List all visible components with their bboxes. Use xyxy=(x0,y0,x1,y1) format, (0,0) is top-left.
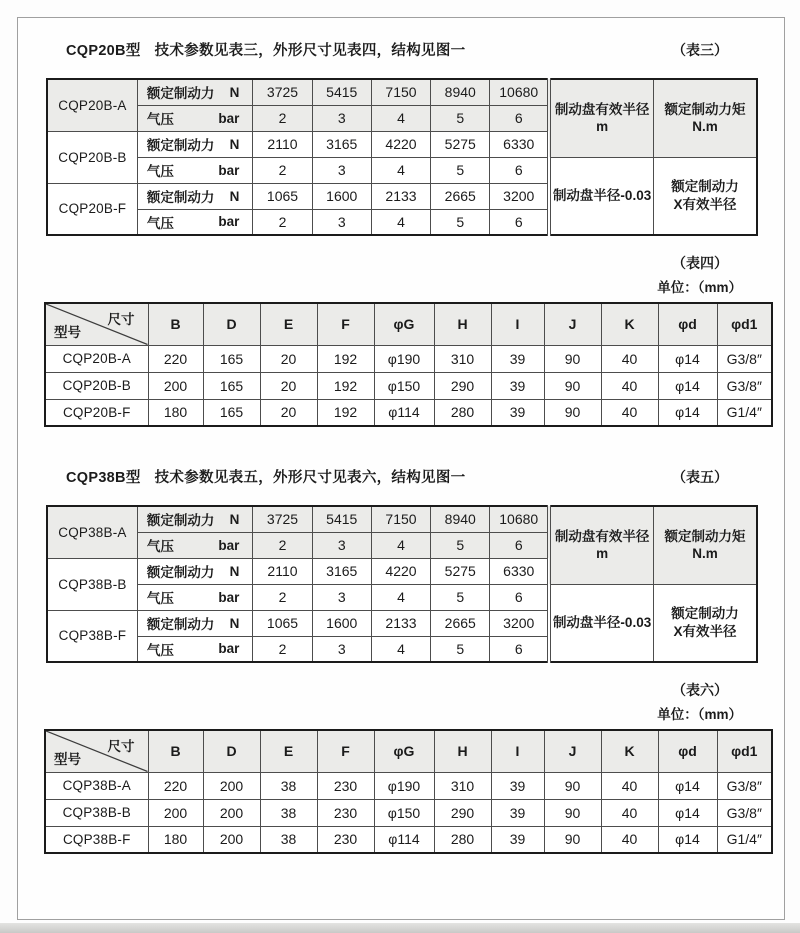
params-table xyxy=(46,78,758,236)
dims-value-cell: 310 xyxy=(434,772,491,799)
model-cell: CQP38B-B xyxy=(47,558,137,610)
dims-value-cell: 38 xyxy=(260,799,317,826)
model-type-label: CQP20B型 xyxy=(66,43,141,59)
dims-value-cell: 40 xyxy=(601,399,658,426)
dims-table-container xyxy=(44,729,784,854)
section-heading-row xyxy=(46,39,758,60)
param-label-name: 额定制动力 xyxy=(146,565,215,580)
param-label xyxy=(138,639,252,659)
force-value-cell: 6330 xyxy=(490,558,549,584)
dims-value-cell: 230 xyxy=(317,826,374,853)
param-label-unit: bar xyxy=(218,162,240,178)
dims-value-cell: 165 xyxy=(203,345,260,372)
param-label xyxy=(138,212,252,232)
param-label-name: 额定制动力 xyxy=(146,617,215,632)
pressure-value-cell: 4 xyxy=(371,532,430,558)
force-value-cell: 10680 xyxy=(490,79,549,105)
param-label-unit: bar xyxy=(218,537,240,553)
dims-model-cell: CQP20B-F xyxy=(45,399,148,426)
pressure-value-cell: 6 xyxy=(490,636,549,662)
dims-header-cell: E xyxy=(260,303,317,345)
dims-model-cell: CQP38B-F xyxy=(45,826,148,853)
heading-description: 技术参数见表三，外形尺寸见表四，结构见图一 xyxy=(154,43,466,59)
dims-value-cell: φ14 xyxy=(658,772,717,799)
force-value-cell: 3165 xyxy=(312,558,371,584)
force-value-cell: 1600 xyxy=(312,610,371,636)
pressure-value-cell: 2 xyxy=(253,209,312,235)
param-row xyxy=(47,79,757,105)
param-label xyxy=(138,509,252,529)
param-label-unit: bar xyxy=(218,641,240,657)
dims-value-cell: 39 xyxy=(491,399,544,426)
page-border-frame xyxy=(17,17,785,920)
dims-value-cell: G3/8″ xyxy=(717,772,772,799)
param-label xyxy=(138,134,252,154)
dims-value-cell: 280 xyxy=(434,826,491,853)
dims-header-cell: J xyxy=(544,730,601,772)
param-label-cell xyxy=(137,183,252,209)
dims-value-cell: 90 xyxy=(544,772,601,799)
force-value-cell: 1065 xyxy=(253,610,312,636)
param-label xyxy=(138,82,252,102)
force-value-cell: 6330 xyxy=(490,131,549,157)
param-label-name: 额定制动力 xyxy=(146,138,215,153)
dims-value-cell: 40 xyxy=(601,345,658,372)
param-label xyxy=(138,108,252,128)
dims-header-cell: H xyxy=(434,303,491,345)
force-value-cell: 3200 xyxy=(490,610,549,636)
dims-header-cell: D xyxy=(203,730,260,772)
corner-cell xyxy=(45,303,148,345)
param-label xyxy=(138,535,252,555)
param-label-name: 额定制动力 xyxy=(146,513,215,529)
pressure-value-cell: 3 xyxy=(312,636,371,662)
force-value-cell: 3725 xyxy=(253,79,312,105)
dims-header-cell: φd xyxy=(658,730,717,772)
params-table-container xyxy=(46,505,784,663)
pressure-value-cell: 6 xyxy=(490,532,549,558)
dims-value-cell: 90 xyxy=(544,372,601,399)
right-value-cell: 制动盘半径-0.03 xyxy=(549,584,653,662)
corner-label-size: 尺寸 xyxy=(107,739,135,754)
param-label-unit: N xyxy=(229,136,240,152)
dims-value-cell: 290 xyxy=(434,372,491,399)
dims-value-cell: φ114 xyxy=(374,826,434,853)
param-row xyxy=(47,584,757,610)
dims-table xyxy=(44,302,773,427)
section-heading xyxy=(66,39,465,60)
unit-label: 单位：（mm） xyxy=(657,707,742,722)
dims-value-cell: φ14 xyxy=(658,372,717,399)
dims-table-container xyxy=(44,302,784,427)
param-row xyxy=(47,506,757,532)
dims-value-cell: 230 xyxy=(317,772,374,799)
dims-header-cell: F xyxy=(317,303,374,345)
force-value-cell: 7150 xyxy=(371,79,430,105)
dims-value-cell: 39 xyxy=(491,799,544,826)
dims-row xyxy=(45,826,772,853)
model-cell: CQP20B-A xyxy=(47,79,137,131)
dims-model-cell: CQP38B-B xyxy=(45,799,148,826)
param-label-unit: bar xyxy=(218,110,240,126)
dims-header-cell: φG xyxy=(374,730,434,772)
dims-value-cell: 220 xyxy=(148,345,203,372)
params-table-caption: （表三） xyxy=(672,42,728,58)
dims-header-cell: K xyxy=(601,730,658,772)
param-label-name: 额定制动力 xyxy=(146,190,215,205)
force-value-cell: 1065 xyxy=(253,183,312,209)
force-value-cell: 2665 xyxy=(431,183,490,209)
force-value-cell: 3725 xyxy=(253,506,312,532)
pressure-value-cell: 2 xyxy=(253,636,312,662)
dims-row xyxy=(45,399,772,426)
param-label-cell xyxy=(137,584,252,610)
right-header-cell: 额定制动力矩 N.m xyxy=(654,506,757,584)
right-header-cell: 制动盘有效半径 m xyxy=(549,506,653,584)
dims-value-cell: 165 xyxy=(203,399,260,426)
dims-value-cell: 38 xyxy=(260,826,317,853)
param-label-cell xyxy=(137,157,252,183)
section-heading-row xyxy=(46,466,758,487)
force-value-cell: 3200 xyxy=(490,183,549,209)
pressure-value-cell: 2 xyxy=(253,584,312,610)
dims-header-cell: E xyxy=(260,730,317,772)
param-label-name: 气压 xyxy=(146,642,174,658)
dims-value-cell: 40 xyxy=(601,372,658,399)
param-label-cell xyxy=(137,532,252,558)
force-value-cell: 4220 xyxy=(371,131,430,157)
pressure-value-cell: 6 xyxy=(490,584,549,610)
pressure-value-cell: 5 xyxy=(431,636,490,662)
model-cell: CQP20B-B xyxy=(47,131,137,183)
dims-value-cell: 40 xyxy=(601,826,658,853)
right-header-cell: 额定制动力矩 N.m xyxy=(654,79,757,157)
dims-value-cell: 38 xyxy=(260,772,317,799)
dims-value-cell: φ14 xyxy=(658,826,717,853)
dims-value-cell: 165 xyxy=(203,372,260,399)
dims-header-cell: φd1 xyxy=(717,730,772,772)
pressure-value-cell: 3 xyxy=(312,209,371,235)
force-value-cell: 10680 xyxy=(490,506,549,532)
pressure-value-cell: 4 xyxy=(371,636,430,662)
param-label-unit: N xyxy=(229,84,240,100)
dims-header-cell: I xyxy=(491,303,544,345)
dims-value-cell: 39 xyxy=(491,772,544,799)
param-label-name: 气压 xyxy=(146,112,174,127)
force-value-cell: 5415 xyxy=(312,506,371,532)
param-label-unit: N xyxy=(229,615,240,631)
param-label-unit: N xyxy=(229,563,240,579)
pressure-value-cell: 6 xyxy=(490,157,549,183)
right-header-cell: 制动盘有效半径 m xyxy=(549,79,653,157)
dims-header-cell: φG xyxy=(374,303,434,345)
dims-value-cell: φ14 xyxy=(658,399,717,426)
dims-value-cell: 90 xyxy=(544,826,601,853)
pressure-value-cell: 2 xyxy=(253,105,312,131)
dims-header-cell: φd xyxy=(658,303,717,345)
pressure-value-cell: 2 xyxy=(253,532,312,558)
param-row xyxy=(47,157,757,183)
dims-value-cell: G1/4″ xyxy=(717,399,772,426)
dims-value-cell: 39 xyxy=(491,826,544,853)
param-label xyxy=(138,186,252,206)
param-label-unit: bar xyxy=(218,214,240,230)
force-value-cell: 2110 xyxy=(253,558,312,584)
dims-value-cell: G3/8″ xyxy=(717,372,772,399)
right-value-cell: 制动盘半径-0.03 xyxy=(549,157,653,235)
pressure-value-cell: 5 xyxy=(431,209,490,235)
dims-header-cell: φd1 xyxy=(717,303,772,345)
dims-value-cell: 40 xyxy=(601,772,658,799)
dims-header-row xyxy=(45,730,772,772)
dims-header-cell: B xyxy=(148,730,203,772)
dims-value-cell: 310 xyxy=(434,345,491,372)
param-label-name: 额定制动力 xyxy=(146,86,215,102)
force-value-cell: 5415 xyxy=(312,79,371,105)
pressure-value-cell: 5 xyxy=(431,584,490,610)
force-value-cell: 5275 xyxy=(431,558,490,584)
dims-header-cell: J xyxy=(544,303,601,345)
dims-value-cell: φ190 xyxy=(374,345,434,372)
param-label-name: 气压 xyxy=(146,591,174,606)
dims-value-cell: φ114 xyxy=(374,399,434,426)
force-value-cell: 3165 xyxy=(312,131,371,157)
dims-table-caption: （表六） xyxy=(672,682,728,698)
dims-header-cell: D xyxy=(203,303,260,345)
dims-header-cell: H xyxy=(434,730,491,772)
dims-value-cell: 90 xyxy=(544,345,601,372)
force-value-cell: 8940 xyxy=(431,79,490,105)
param-label xyxy=(138,613,252,633)
pressure-value-cell: 5 xyxy=(431,532,490,558)
dims-value-cell: 280 xyxy=(434,399,491,426)
heading-description: 技术参数见表五，外形尺寸见表六，结构见图一 xyxy=(154,470,466,486)
param-label xyxy=(138,561,252,581)
dims-value-cell: G3/8″ xyxy=(717,799,772,826)
dims-value-cell: 200 xyxy=(203,772,260,799)
param-label xyxy=(138,160,252,180)
dims-value-cell: 40 xyxy=(601,799,658,826)
pressure-value-cell: 6 xyxy=(490,105,549,131)
dims-value-cell: 20 xyxy=(260,345,317,372)
dims-value-cell: 90 xyxy=(544,399,601,426)
params-table-container xyxy=(46,78,784,236)
pressure-value-cell: 3 xyxy=(312,157,371,183)
dims-model-cell: CQP20B-A xyxy=(45,345,148,372)
param-label-unit: bar xyxy=(218,589,240,605)
pressure-value-cell: 2 xyxy=(253,157,312,183)
dims-header-cell: I xyxy=(491,730,544,772)
pressure-value-cell: 6 xyxy=(490,209,549,235)
dims-header-row xyxy=(45,303,772,345)
param-label-cell xyxy=(137,558,252,584)
dims-value-cell: φ14 xyxy=(658,799,717,826)
force-value-cell: 8940 xyxy=(431,506,490,532)
model-cell: CQP20B-F xyxy=(47,183,137,235)
dims-value-cell: 20 xyxy=(260,372,317,399)
model-type-label: CQP38B型 xyxy=(66,470,141,486)
force-value-cell: 5275 xyxy=(431,131,490,157)
section-heading xyxy=(66,466,465,487)
page-bottom-edge xyxy=(0,923,800,933)
param-label-unit: N xyxy=(229,511,240,527)
params-table-caption: （表五） xyxy=(672,469,728,485)
right-value-cell: 额定制动力 X有效半径 xyxy=(654,157,757,235)
pressure-value-cell: 3 xyxy=(312,584,371,610)
dims-value-cell: 192 xyxy=(317,372,374,399)
dims-value-cell: 39 xyxy=(491,345,544,372)
dims-value-cell: φ150 xyxy=(374,799,434,826)
param-label-name: 气压 xyxy=(146,539,174,554)
pressure-value-cell: 3 xyxy=(312,105,371,131)
param-label-cell xyxy=(137,506,252,532)
dims-value-cell: φ190 xyxy=(374,772,434,799)
dims-value-cell: 200 xyxy=(148,799,203,826)
param-label-cell xyxy=(137,131,252,157)
dims-value-cell: 90 xyxy=(544,799,601,826)
corner-label-model: 型号 xyxy=(54,324,81,340)
dims-value-cell: φ14 xyxy=(658,345,717,372)
pressure-value-cell: 4 xyxy=(371,584,430,610)
pressure-value-cell: 3 xyxy=(312,532,371,558)
dims-row xyxy=(45,345,772,372)
dims-value-cell: 290 xyxy=(434,799,491,826)
dims-value-cell: 192 xyxy=(317,399,374,426)
dims-row xyxy=(45,372,772,399)
corner-label-model: 型号 xyxy=(54,751,81,767)
param-label-cell xyxy=(137,79,252,105)
pressure-value-cell: 5 xyxy=(431,105,490,131)
force-value-cell: 2110 xyxy=(253,131,312,157)
param-label-cell xyxy=(137,105,252,131)
dims-table xyxy=(44,729,773,854)
dims-value-cell: 220 xyxy=(148,772,203,799)
param-label-cell xyxy=(137,636,252,662)
corner-label-size: 尺寸 xyxy=(107,312,135,327)
dims-value-cell: 200 xyxy=(203,799,260,826)
model-cell: CQP38B-A xyxy=(47,506,137,558)
params-table xyxy=(46,505,758,663)
dims-row xyxy=(45,772,772,799)
dims-value-cell: 192 xyxy=(317,345,374,372)
dims-value-cell: G3/8″ xyxy=(717,345,772,372)
model-cell: CQP38B-F xyxy=(47,610,137,662)
corner-cell xyxy=(45,730,148,772)
force-value-cell: 4220 xyxy=(371,558,430,584)
dims-value-cell: 230 xyxy=(317,799,374,826)
dims-value-cell: 200 xyxy=(203,826,260,853)
param-label-cell xyxy=(137,209,252,235)
unit-label: 单位：（mm） xyxy=(657,280,742,295)
pressure-value-cell: 4 xyxy=(371,157,430,183)
pressure-value-cell: 4 xyxy=(371,209,430,235)
dims-row xyxy=(45,799,772,826)
force-value-cell: 2133 xyxy=(371,610,430,636)
force-value-cell: 2665 xyxy=(431,610,490,636)
dims-value-cell: 180 xyxy=(148,826,203,853)
dims-header-cell: F xyxy=(317,730,374,772)
param-label-unit: N xyxy=(229,188,240,204)
force-value-cell: 1600 xyxy=(312,183,371,209)
dims-model-cell: CQP20B-B xyxy=(45,372,148,399)
dims-value-cell: 39 xyxy=(491,372,544,399)
pressure-value-cell: 5 xyxy=(431,157,490,183)
param-label-name: 气压 xyxy=(146,215,174,231)
dims-table-caption: （表四） xyxy=(672,255,728,271)
right-value-cell: 额定制动力 X有效半径 xyxy=(654,584,757,662)
dims-value-cell: 180 xyxy=(148,399,203,426)
param-label xyxy=(138,587,252,607)
force-value-cell: 7150 xyxy=(371,506,430,532)
dims-value-cell: φ150 xyxy=(374,372,434,399)
dims-model-cell: CQP38B-A xyxy=(45,772,148,799)
dims-header-cell: K xyxy=(601,303,658,345)
dims-header-cell: B xyxy=(148,303,203,345)
dims-value-cell: G1/4″ xyxy=(717,826,772,853)
pressure-value-cell: 4 xyxy=(371,105,430,131)
force-value-cell: 2133 xyxy=(371,183,430,209)
dims-value-cell: 200 xyxy=(148,372,203,399)
param-label-cell xyxy=(137,610,252,636)
dims-value-cell: 20 xyxy=(260,399,317,426)
param-label-name: 气压 xyxy=(146,164,174,179)
